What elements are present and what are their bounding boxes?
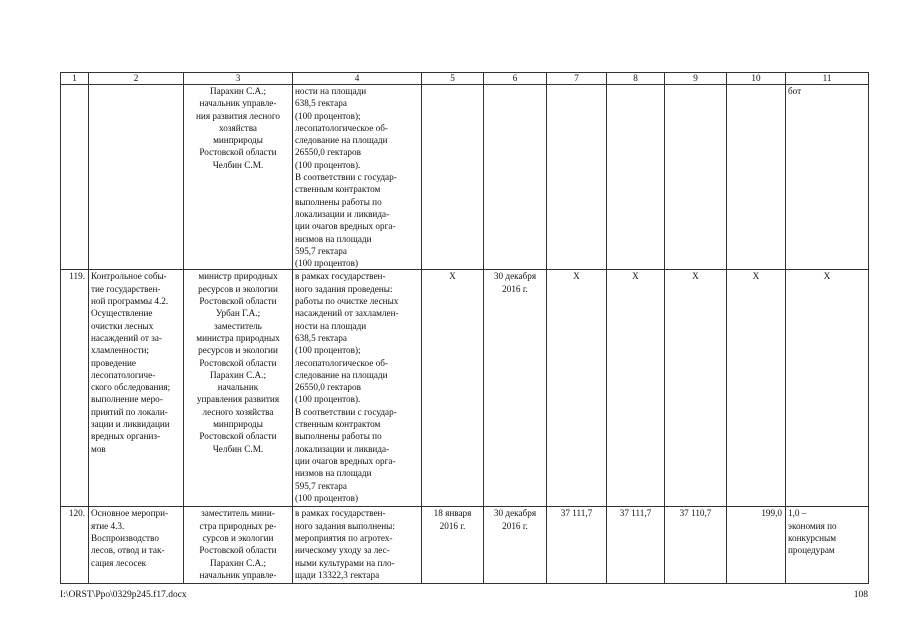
responsible-cell: заместитель мини- стра природных ре- сурсов и экологии Ростовской области Парахин С.А.; начальник управле- [184, 507, 293, 584]
note-cell: бот [786, 85, 869, 270]
row-number: 119. [61, 270, 89, 507]
table-header-row [61, 73, 869, 85]
note-cell: 1,0 – экономия по конкурсным процедурам [786, 507, 869, 584]
value-cell [727, 85, 786, 270]
event-name-cell: Основное меропри- ятие 4.3. Воспроизводство лесов, отвод и так- сация лесосек [89, 507, 184, 584]
column-number-10: 10 [727, 73, 786, 85]
result-cell: в рамках государствен- ного задания проведены: работы по очистке лесных насаждений от захламлен- ности на площади 638,5 гектара (100 процентов); лесопатологическое об- следование на площади 26550,0 гектаров (100 процентов). В соответствии с государ- ственным контрактом выполнены работы по локализации и ликвида- ции очагов вредных орга- низмов на площади 595,7 гектара (100 процентов) [293, 270, 422, 507]
column-number-8: 8 [607, 73, 665, 85]
end-date-cell [484, 85, 547, 270]
value-cell: 37 111,7 [607, 507, 665, 584]
document-table [60, 72, 869, 584]
end-date-cell: 30 декабря 2016 г. [484, 270, 547, 507]
row-number [61, 85, 89, 270]
start-date-cell: Х [422, 270, 484, 507]
table-row [61, 507, 869, 584]
value-cell: 37 111,7 [547, 507, 607, 584]
value-cell: Х [547, 270, 607, 507]
column-number-2: 2 [89, 73, 184, 85]
document-file-path: I:\ORST\Ppo\0329p245.f17.docx [60, 590, 187, 600]
column-number-9: 9 [665, 73, 727, 85]
result-cell: в рамках государствен- ного задания выполнены: мероприятия по агротех- ническому уходу за лес- ными культурами на пло- щади 13322,3 гектара [293, 507, 422, 584]
table-row [61, 85, 869, 270]
event-name-cell: Контрольное собы- тие государствен- ной программы 4.2. Осуществление очистки лесных насаждений от за- хламленности; проведение лесопатологиче- ского обследования; выполнение меро- приятий по локали- зации и ликвидации вредных организ- мов [89, 270, 184, 507]
value-cell: 199,0 [727, 507, 786, 584]
end-date-cell: 30 декабря 2016 г. [484, 507, 547, 584]
column-number-11: 11 [786, 73, 869, 85]
value-cell [665, 85, 727, 270]
value-cell: Х [607, 270, 665, 507]
value-cell: Х [727, 270, 786, 507]
start-date-cell: 18 января 2016 г. [422, 507, 484, 584]
column-number-1: 1 [61, 73, 89, 85]
note-cell: Х [786, 270, 869, 507]
column-number-6: 6 [484, 73, 547, 85]
row-number: 120. [61, 507, 89, 584]
event-name-cell [89, 85, 184, 270]
column-number-4: 4 [293, 73, 422, 85]
column-number-3: 3 [184, 73, 293, 85]
value-cell: 37 110,7 [665, 507, 727, 584]
value-cell [547, 85, 607, 270]
table-row [61, 270, 869, 507]
start-date-cell [422, 85, 484, 270]
column-number-5: 5 [422, 73, 484, 85]
page-number: 108 [853, 590, 868, 600]
responsible-cell: министр природных ресурсов и экологии Ростовской области Урбан Г.А.; заместитель министра природных ресурсов и экологии Ростовской области Парахин С.А.; начальник управления развития лесного хозяйства минприроды Ростовской области Челбин С.М. [184, 270, 293, 507]
value-cell [607, 85, 665, 270]
column-number-7: 7 [547, 73, 607, 85]
result-cell: ности на площади 638,5 гектара (100 процентов); лесопатологическое об- следование на площади 26550,0 гектаров (100 процентов). В соответствии с государ- ственным контрактом выполнены работы по локализации и ликвида- ции очагов вредных орга- низмов на площади 595,7 гектара (100 процентов) [293, 85, 422, 270]
responsible-cell: Парахин С.А.; начальник управле- ния развития лесного хозяйства минприроды Ростовской области Челбин С.М. [184, 85, 293, 270]
value-cell: Х [665, 270, 727, 507]
